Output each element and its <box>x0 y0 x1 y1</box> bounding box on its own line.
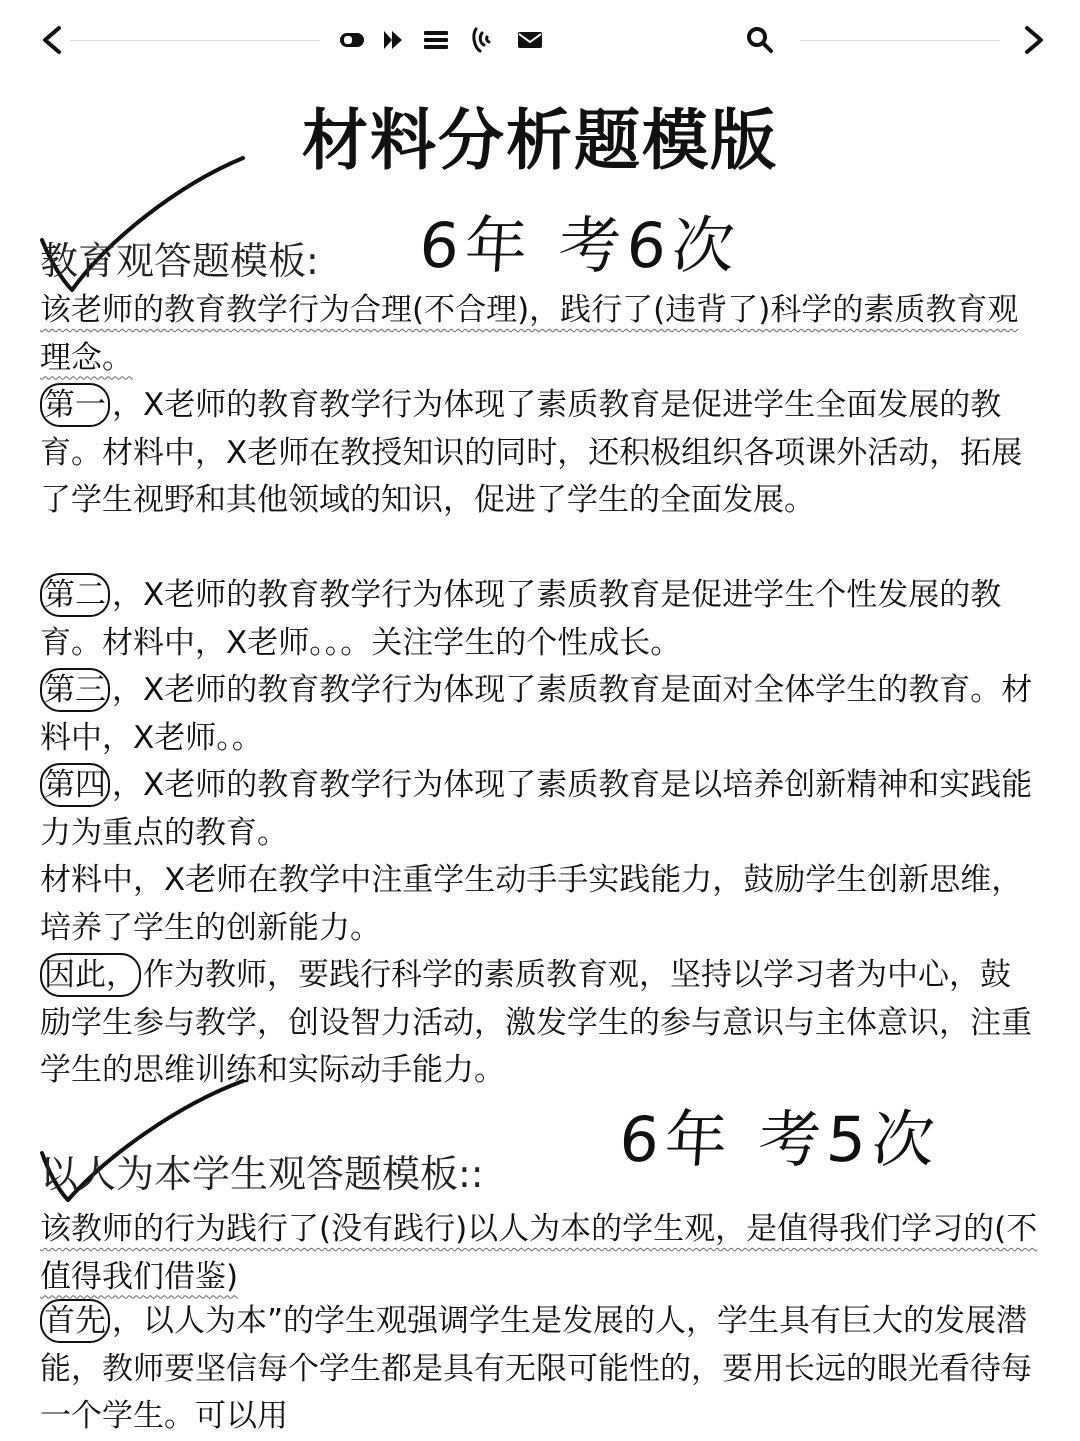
section-heading-student-view: 以人为本学生观答题模板:: <box>40 1152 484 1196</box>
circled-marker: 首先 <box>40 1299 110 1343</box>
page-title: 材料分析题模版 <box>302 101 778 179</box>
eraser-icon[interactable] <box>334 22 370 58</box>
toolbar-divider <box>70 40 320 41</box>
lasso-icon[interactable] <box>464 22 500 58</box>
paragraph-fourth <box>40 762 1040 857</box>
highlighter-icon[interactable] <box>376 22 412 58</box>
section-heading-education: 教育观答题模板: <box>40 239 319 283</box>
paragraph-text: ，X老师的教育教学行为体现了素质教育是促进学生全面发展的教育。材料中，X老师在教授知识的同时，还积极组织各项课外活动，拓展了学生视野和其他领域的知识，促进了学生的全面发展。 <box>40 387 1023 518</box>
paragraph-text: ，X老师的教育教学行为体现了素质教育是以培养创新精神和实践能力为重点的教育。 <box>40 767 1033 851</box>
paragraph-text: 材料中，X老师在教学中注重学生动手手实践能力，鼓励学生创新思维，培养了学生的创新能力。 <box>40 862 1023 946</box>
intro-paragraph <box>40 1206 1040 1301</box>
circled-marker: 第三 <box>40 668 110 712</box>
circled-marker: 第二 <box>40 573 110 617</box>
circled-marker: 第一 <box>40 383 110 427</box>
search-icon[interactable] <box>742 22 778 58</box>
paragraph-therefore <box>40 952 1040 1095</box>
circled-marker: 第四 <box>40 763 110 807</box>
paragraph-text: ，X老师的教育教学行为体现了素质教育是面对全体学生的教育。材料中，X老师。。 <box>40 672 1033 756</box>
paragraph-first <box>40 382 1040 525</box>
toolbar-divider <box>800 40 1000 41</box>
paragraph-text: ，以人为本”的学生观强调学生是发展的人，学生具有巨大的发展潜能，教师要坚信每个学生都是具有无限可能性的，要用长远的眼光看待每一个学生。可以用 <box>40 1303 1032 1434</box>
paragraph-text: ，X老师的教育教学行为体现了素质教育是促进学生个性发展的教育。材料中，X老师。。。关注学生的个性成长。 <box>40 577 1002 661</box>
paragraph-first <box>40 1298 1040 1441</box>
intro-paragraph <box>40 287 1040 382</box>
envelope-icon[interactable] <box>512 22 548 58</box>
paragraph-third <box>40 667 1040 762</box>
handwritten-note: 6年 考5次 <box>617 1103 943 1176</box>
toolbar <box>0 0 1080 80</box>
circled-marker: 因此， <box>40 953 141 997</box>
back-chevron-icon[interactable] <box>34 22 70 58</box>
intro-text: 该教师的行为践行了(没有践行)以人为本的学生观，是值得我们学习的(不值得我们借鉴) <box>40 1211 1038 1295</box>
intro-text: 该老师的教育教学行为合理(不合理)，践行了(违背了)科学的素质教育观理念。 <box>40 292 1019 376</box>
paragraph-text: 作为教师，要践行科学的素质教育观，坚持以学习者为中心，鼓励学生参与教学，创设智力活动，激发学生的参与意识与主体意识，注重学生的思维训练和实际动手能力。 <box>40 957 1032 1088</box>
text-lines-icon[interactable] <box>418 22 454 58</box>
forward-chevron-icon[interactable] <box>1016 22 1052 58</box>
paragraph-second <box>40 572 1040 667</box>
paragraph-material <box>40 857 1040 952</box>
handwritten-note: 6年 考6次 <box>417 209 743 282</box>
